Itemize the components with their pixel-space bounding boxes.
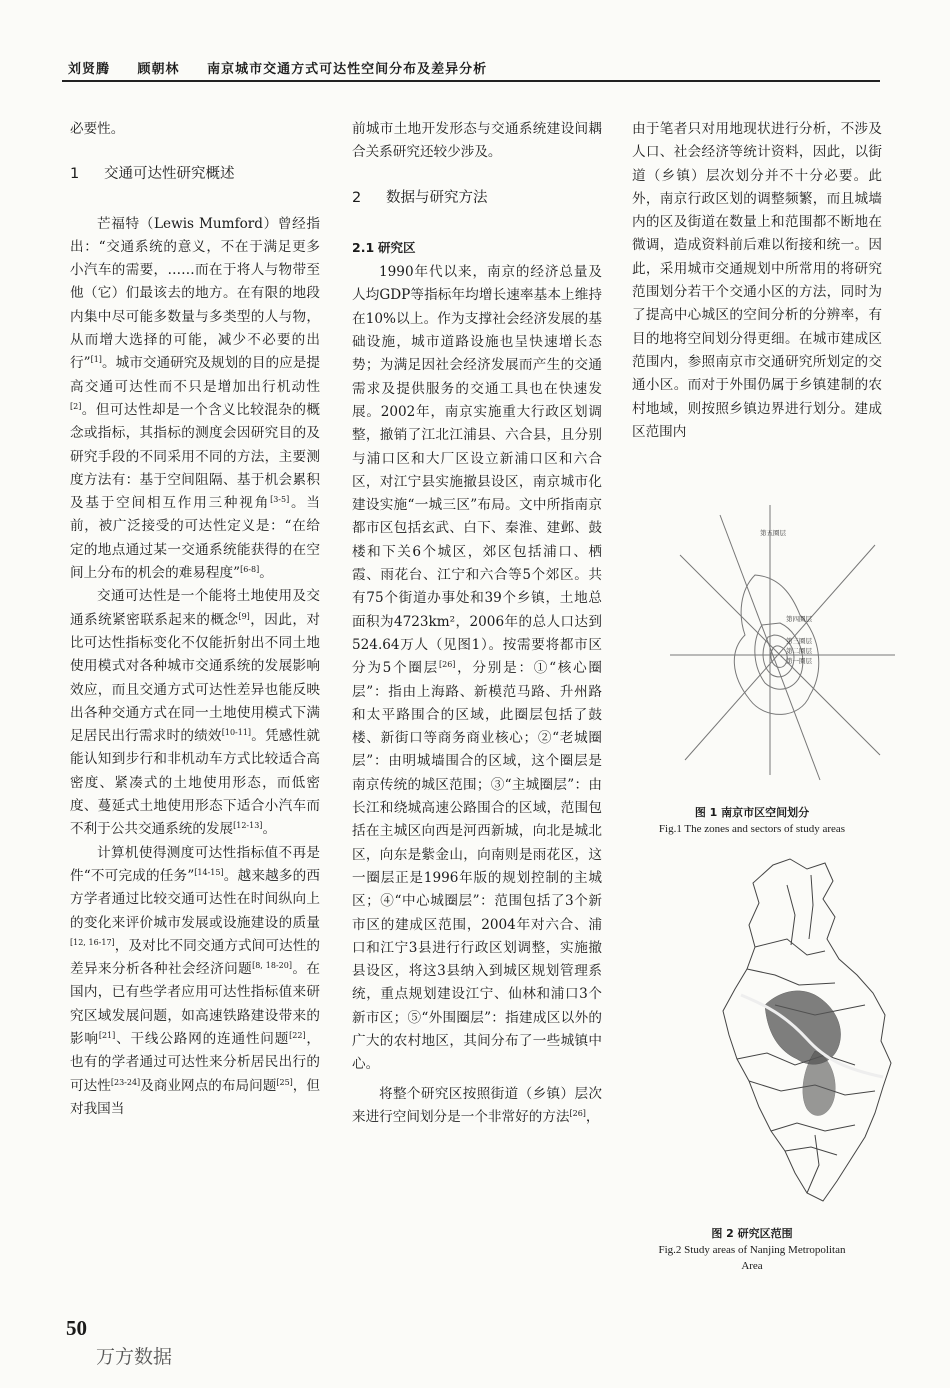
caption-en: Fig.2 Study areas of Nanjing Metropolitan [658,1244,846,1256]
section-title: 数据与研究方法 [386,189,488,206]
section-heading-2 [352,187,602,210]
paragraph: 前城市土地开发形态与交通系统建设间耦合关系研究还较少涉及。 [352,121,602,161]
ring-label: 第三圈层 [786,637,812,645]
citation[interactable]: [23-24] [110,1077,141,1087]
paragraph: 必要性。 [70,121,125,137]
citation[interactable]: [2] [70,401,82,411]
section-title: 交通可达性研究概述 [104,166,235,183]
citation[interactable]: [1] [90,355,102,365]
citation[interactable]: [8, 18-20] [252,961,292,971]
paragraph: 由于笔者只对用地现状进行分析，不涉及人口、社会经济等统计资料，因此，以街道（乡镇）层次划分并不十分必要。此外，南京行政区划的调整频繁，而且城墙内的区及街道在数量上和范围都不断地在微调，造成资料前后难以衔接和统一。因此，采用城市交通规划中所常用的将研究范围划分若干个交通小区的方法，同时为了提高中心城区的空间分析的分辨率，有目的地将空间划分得更细。在城市建成区范围内，参照南京市交通研究所划定的交通小区。而对于外围仍属于乡镇建制的农村地域，则按照乡镇边界进行划分。建成区范围内 [632,121,882,440]
caption-en: Area [741,1260,763,1272]
page-number: 50 [66,1316,87,1340]
header-author-1: 刘贤腾 [68,62,111,77]
figure-2-study-area-map [715,855,895,1210]
citation[interactable]: [6-8] [240,565,260,575]
citation[interactable]: [22] [289,1030,306,1040]
citation[interactable]: [21] [98,1030,116,1040]
sector-line [685,545,875,760]
column-left [70,118,320,1121]
caption-cn: 图 2 研究区范围 [711,1227,793,1240]
figure-1-ring-diagram [660,505,900,785]
paragraph: 计算机使得测度可达性指标值不再是件“不可完成的任务”[14-15]。越来越多的西方学者通过比较交通可达性在时间纵向上的变化来评价城市发展或设施建设的质量[12, 16-17]，及对比不同交通方式间可达性的差异来分析各种社会经济问题[8, 18-20]。在国内，已有些学者应用可达性指标值来研究区域发展问题，如高速铁路建设带来的影响[21]、干线公路网的连通性问题[22]，也有的学者通过可达性来分析居民出行的可达性[23-24]及商业网点的布局问题[25]，但对我国当 [70,844,321,1117]
citation[interactable]: [12, 16-17] [70,937,115,947]
paragraph: 交通可达性是一个能将土地使用及交通系统紧密联系起来的概念[9]，因此，对比可达性指标变化不仅能折射出不同土地使用模式对各种城市交通系统的发展影响效应，而且交通方式可达性差异也能反映出各种交通方式在同一土地使用模式下满足居民出行需求时的绩效[10-11]。凭感性就能认知到步行和非机动车方式比较适合高密度、紧凑式的土地使用形态，而低密度、蔓延式土地使用形态下适合小汽车而不利于公共交通系统的发展[12-13]。 [70,588,321,838]
header-title: 南京城市交通方式可达性空间分布及差异分析 [207,62,488,77]
caption-cn: 图 1 南京市区空间划分 [694,806,810,819]
column-middle [352,118,602,1129]
caption-en: Fig.1 The zones and sectors of study areas [658,823,846,835]
figure-2-caption [622,1226,882,1274]
citation[interactable]: [26] [569,1108,586,1118]
header-rule [62,80,880,82]
citation[interactable]: [9] [238,611,250,621]
running-header [68,58,878,77]
citation[interactable]: [3-5] [270,495,290,505]
ring-label: 第五圈层 [760,529,786,537]
citation[interactable]: [14-15] [194,867,224,877]
subsection-number: 2.1 [352,239,375,255]
subsection-title: 研究区 [378,239,416,255]
ring-label: 第一圈层 [786,657,812,665]
ring-label: 第二圈层 [786,647,812,655]
citation[interactable]: [25] [276,1077,293,1087]
citation[interactable]: [12-13] [233,821,263,831]
urban-core [765,991,841,1064]
header-author-2: 顾朝林 [137,62,180,77]
section-number: 2 [352,189,362,206]
subsection-heading [352,236,602,259]
citation[interactable]: [10-11] [221,728,252,738]
column-right [632,118,882,444]
paragraph: 1990年代以来，南京的经济总量及人均GDP等指标年均增长速率基本上维持在10%以上。作为支撑社会经济发展的基础设施，城市道路设施也呈快速增长态势；为满足因社会经济发展而产生的交通需求及提供服务的交通工具也在快速发展。2002年，南京实施重大行政区划调整，撤销了江北江浦县、六合县，且分别与浦口区和大厂区设立新浦口区和六合区，对江宁县实施撤县设区，南京城市化建设实施“一城三区”布局。文中所指南京都市区包括玄武、白下、秦淮、建邺、鼓楼和下关6个城区，郊区包括浦口、栖霞、雨花台、江宁和六合等5个郊区。共有75个街道办事处和39个乡镇，土地总面积为4723km²，2006年的总人口达到524.64万人（见图1）。按需要将都市区分为5个圈层[26]，分别是：①“核心圈层”：指由上海路、新模范马路、升州路和太平路围合的区域，此圈层包括了鼓楼、新街口等商务商业核心；②“老城圈层”：由明城墙围合的区域，这个圈层是南京传统的城区范围；③“主城圈层”：由长江和绕城高速公路围合的区域，范围包括在主城区向西是河西新城，向北是城北区，向东是紫金山，向南则是雨花区，这一圈层正是1996年版的规划控制的主城区；④“中心城圈层”：范围包括了3个新市区的建成区范围，2004年对六合、浦口和江宁3县进行行政区划调整，实施撤县设区，将这3县纳入到城区规划管理系统，重点规划建设江宁、仙林和浦口3个新市区；⑤“外围圈层”：指建成区以外的广大的农村地区，其间分布了一些城镇中心。 [352,264,602,1073]
citation[interactable]: [26] [439,660,456,670]
watermark: 万方数据 [96,1346,173,1368]
section-number: 1 [70,166,80,183]
paragraph: 芒福特（Lewis Mumford）曾经指出：“交通系统的意义，不在于满足更多小汽车的需要，……而在于将人与物带至他（它）们最该去的地方。在有限的地段内集中尽可能多数量与多类型的人与物，从而增大选择的可能，减少不必要的出行”[1]。城市交通研究及规划的目的应是提高交通可达性而不只是增加出行机动性[2]。但可达性却是一个含义比较混杂的概念或指标，其指标的测度会因研究目的及研究手段的不同采用不同的方法，主要测度方法有：基于空间阻隔、基于机会累积及基于空间相互作用三种视角[3-5]。当前，被广泛接受的可达性定义是：“在给定的地点通过某一交通系统能获得的在空间上分布的机会的难易程度”[6-8]。 [70,215,321,582]
section-heading-1 [70,163,320,186]
figure-1-caption [622,805,882,837]
paragraph: 将整个研究区按照街道（乡镇）层次来进行空间划分是一个非常好的方法[26]， [352,1085,602,1125]
ring-label: 第四圈层 [786,615,812,623]
